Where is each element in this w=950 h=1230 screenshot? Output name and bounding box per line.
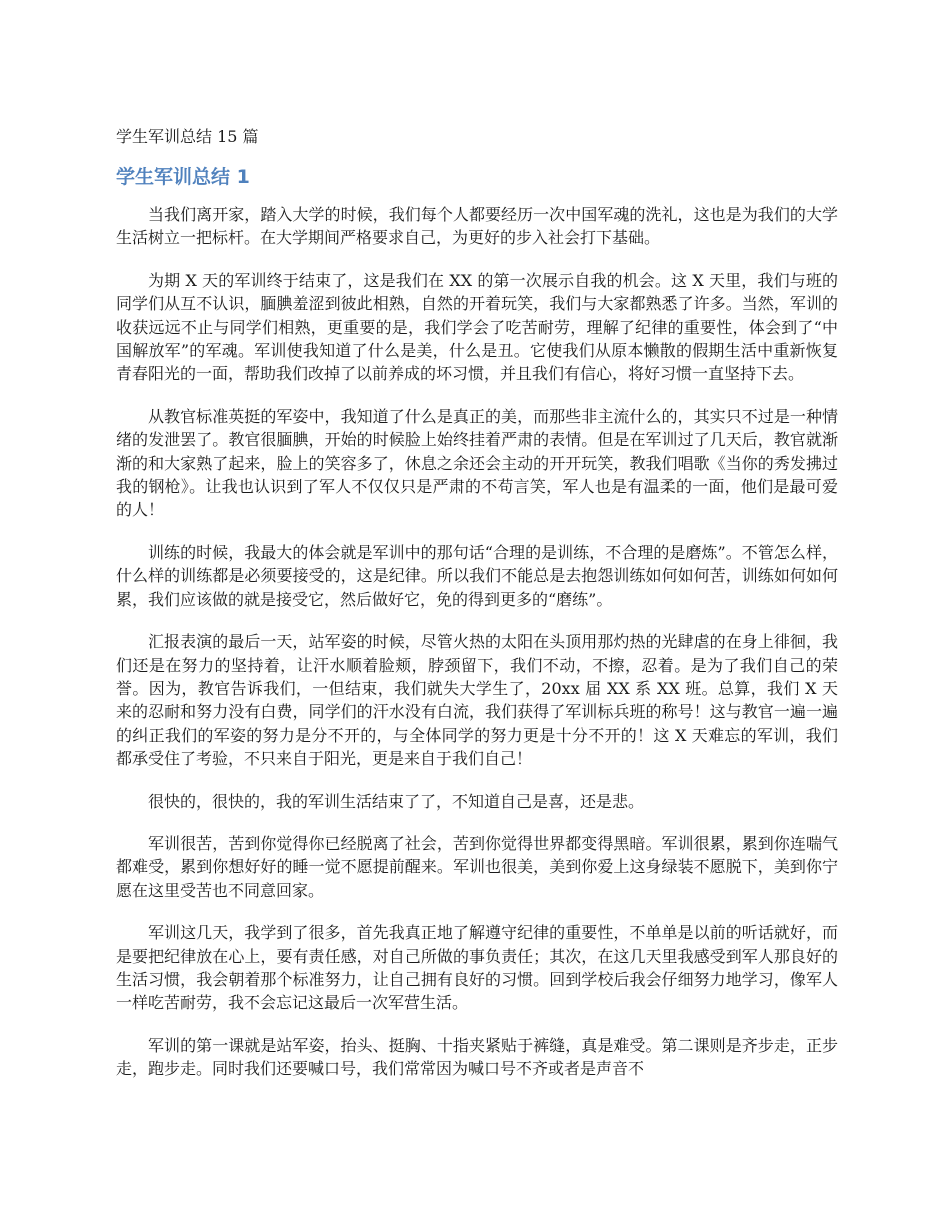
paragraph: 军训很苦，苦到你觉得你已经脱离了社会，苦到你觉得世界都变得黑暗。军训很累，累到你连喘气都难受，累到你想好好的睡一觉不愿提前醒来。军训也很美，美到你爱上这身绿装不愿脱下，美到你宁愿在这里受苦也不同意回家。 [116,833,838,900]
paragraph: 军训的第一课就是站军姿，抬头、挺胸、十指夹紧贴于裤缝，真是难受。第二课则是齐步走，正步走，跑步走。同时我们还要喊口号，我们常常因为喊口号不齐或者是声音不 [116,1035,838,1079]
paragraph: 当我们离开家，踏入大学的时候，我们每个人都要经历一次中国军魂的洗礼，这也是为我们的大学生活树立一把标杆。在大学期间严格要求自己，为更好的步入社会打下基础。 [116,205,838,248]
document-body [116,203,838,1100]
paragraph: 汇报表演的最后一天，站军姿的时候，尽管火热的太阳在头顶用那灼热的光肆虐的在身上徘徊，我们还是在努力的坚持着，让汗水顺着脸颊，脖颈留下，我们不动，不擦，忍着。是为了我们自己的荣誉。因为，教官告诉我们，一但结束，我们就失大学生了，20xx 届 XX 系 XX 班。总算，我们 X 天来的忍耐和努力没有白费，同学们的汗水没有白流，我们获得了军训标兵班的称号！这与教官一遍一遍的纠正我们的军姿的努力是分不开的，与全体同学的努力更是十分不开的！这 X 天难忘的军训，我们都承受住了考验，不只来自于阳光，更是来自于我们自己！ [116,632,838,769]
paragraph: 为期 X 天的军训终于结束了，这是我们在 XX 的第一次展示自我的机会。这 X 天里，我们与班的同学们从互不认识，腼腆羞涩到彼此相熟，自然的开着玩笑，我们与大家都熟悉了许多。当然，军训的收获远远不止与同学们相熟，更重要的是，我们学会了吃苦耐劳，理解了纪律的重要性，体会到了“中国解放军”的军魂。军训使我知道了什么是美，什么是丑。它使我们从原本懒散的假期生活中重新恢复青春阳光的一面，帮助我们改掉了以前养成的坏习惯，并且我们有信心，将好习惯一直坚持下去。 [116,270,838,384]
paragraph: 训练的时候，我最大的体会就是军训中的那句话“合理的是训练，不合理的是磨炼”。不管怎么样，什么样的训练都是必须要接受的，这是纪律。所以我们不能总是去抱怨训练如何如何苦，训练如何如何累，我们应该做的就是接受它，然后做好它，免的得到更多的“磨练”。 [116,542,838,609]
paragraph: 军训这几天，我学到了很多，首先我真正地了解遵守纪律的重要性，不单单是以前的听话就好，而是要把纪律放在心上，要有责任感，对自己所做的事负责任；其次，在这几天里我感受到军人那良好的生活习惯，我会朝着那个标准努力，让自己拥有良好的习惯。回到学校后我会仔细努力地学习，像军人一样吃苦耐劳，我不会忘记这最后一次军营生活。 [116,923,838,1013]
document-title: 学生军训总结 15 篇 [116,127,259,146]
paragraph: 很快的，很快的，我的军训生活结束了了，不知道自己是喜，还是悲。 [148,791,645,811]
paragraph: 从教官标准英挺的军姿中，我知道了什么是真正的美，而那些非主流什么的，其实只不过是一种情绪的发泄罢了。教官很腼腆，开始的时候脸上始终挂着严肃的表情。但是在军训过了几天后，教官就渐渐的和大家熟了起来，脸上的笑容多了，休息之余还会主动的开开玩笑，教我们唱歌《当你的秀发拂过我的钢枪》。让我也认识到了军人不仅仅只是严肃的不苟言笑，军人也是有温柔的一面，他们是最可爱的人！ [116,406,838,520]
section-heading: 学生军训总结 1 [116,166,250,188]
